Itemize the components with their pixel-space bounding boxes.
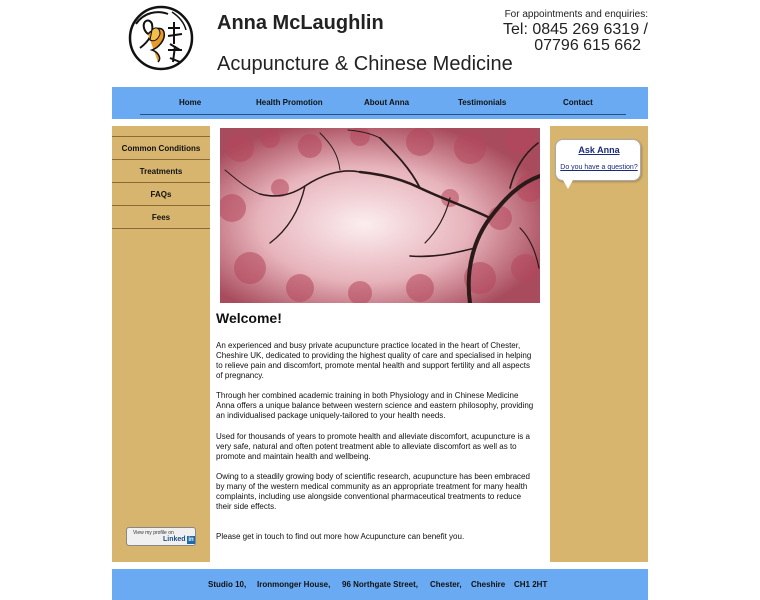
history-paragraph: Used for thousands of years to promote health and alleviate discomfort, acupuncture is a very safe, natural and often potent treatment able to alleviate discomfort as well as to promote and maintain health and wellbeing.	[216, 432, 530, 461]
linkedin-in-icon: in	[188, 537, 194, 543]
sidebar-item-treatments[interactable]: Treatments	[112, 160, 210, 183]
nav-health-promotion[interactable]: Health Promotion	[256, 98, 323, 107]
linkedin-profile-badge[interactable]	[126, 527, 196, 546]
site-name: Anna McLaughlin	[217, 12, 384, 34]
address-street: 96 Northgate Street,	[342, 580, 419, 589]
main-content	[210, 126, 549, 562]
nav-contact[interactable]: Contact	[563, 98, 593, 107]
welcome-heading: Welcome!	[216, 310, 282, 326]
address-county: Cheshire	[471, 580, 506, 589]
sidebar-item-common-conditions[interactable]: Common Conditions	[112, 137, 210, 160]
sidebar-item-fees[interactable]: Fees	[112, 206, 210, 229]
site-subtitle: Acupuncture & Chinese Medicine	[217, 53, 513, 75]
phone-line-1: Tel: 0845 269 6319 /	[502, 21, 648, 38]
training-paragraph: Through her combined academic training in both Physiology and in Chinese Medicine Anna offers a unique balance between western science and eastern philosophy, providing an individualised package uniquely-tailored to your health needs.	[216, 391, 534, 420]
nav-testimonials[interactable]: Testimonials	[458, 98, 507, 107]
address-studio: Studio 10,	[208, 580, 247, 589]
ask-anna-bubble	[555, 139, 641, 181]
linkedin-caption: View my profile on	[133, 530, 174, 536]
sidebar-item-faqs[interactable]: FAQs	[112, 183, 210, 206]
contact-paragraph: Please get in touch to find out more how Acupuncture can benefit you.	[216, 532, 465, 541]
appointments-label: For appointments and enquiries:	[504, 9, 648, 20]
hero-blossom-image	[220, 128, 540, 303]
left-sidebar	[112, 126, 210, 562]
linkedin-wordmark: Linked	[163, 536, 186, 543]
question-link[interactable]: Do you have a question?	[560, 164, 638, 171]
research-paragraph: Owing to a steadily growing body of scientific research, acupuncture has been embraced by many of the western medical community as an appropriate treatment for many health complaints, including use alongside conventional pharmaceutical treatments to reduce their side effects.	[216, 472, 530, 511]
phone-line-2: 07796 615 662	[534, 37, 641, 54]
footer-address-bar	[112, 569, 648, 600]
nav-about-anna[interactable]: About Anna	[364, 98, 410, 107]
bubble-tail	[563, 180, 573, 189]
top-nav	[112, 87, 648, 119]
address-city: Chester,	[430, 580, 462, 589]
ask-anna-link[interactable]: Ask Anna	[578, 145, 620, 155]
address-building: Ironmonger House,	[257, 580, 331, 589]
nav-home[interactable]: Home	[179, 98, 202, 107]
logo-emblem	[128, 4, 194, 72]
intro-paragraph: An experienced and busy private acupuncture practice located in the heart of Chester, Cheshire UK, dedicated to providing the highest quality of care and specialised in helping to relieve pain and discomfort, promote mental health and support fertility and all aspects of pregnancy.	[216, 341, 532, 380]
address-postcode: CH1 2HT	[514, 580, 548, 589]
right-sidebar	[550, 126, 648, 562]
nav-divider	[140, 114, 626, 115]
